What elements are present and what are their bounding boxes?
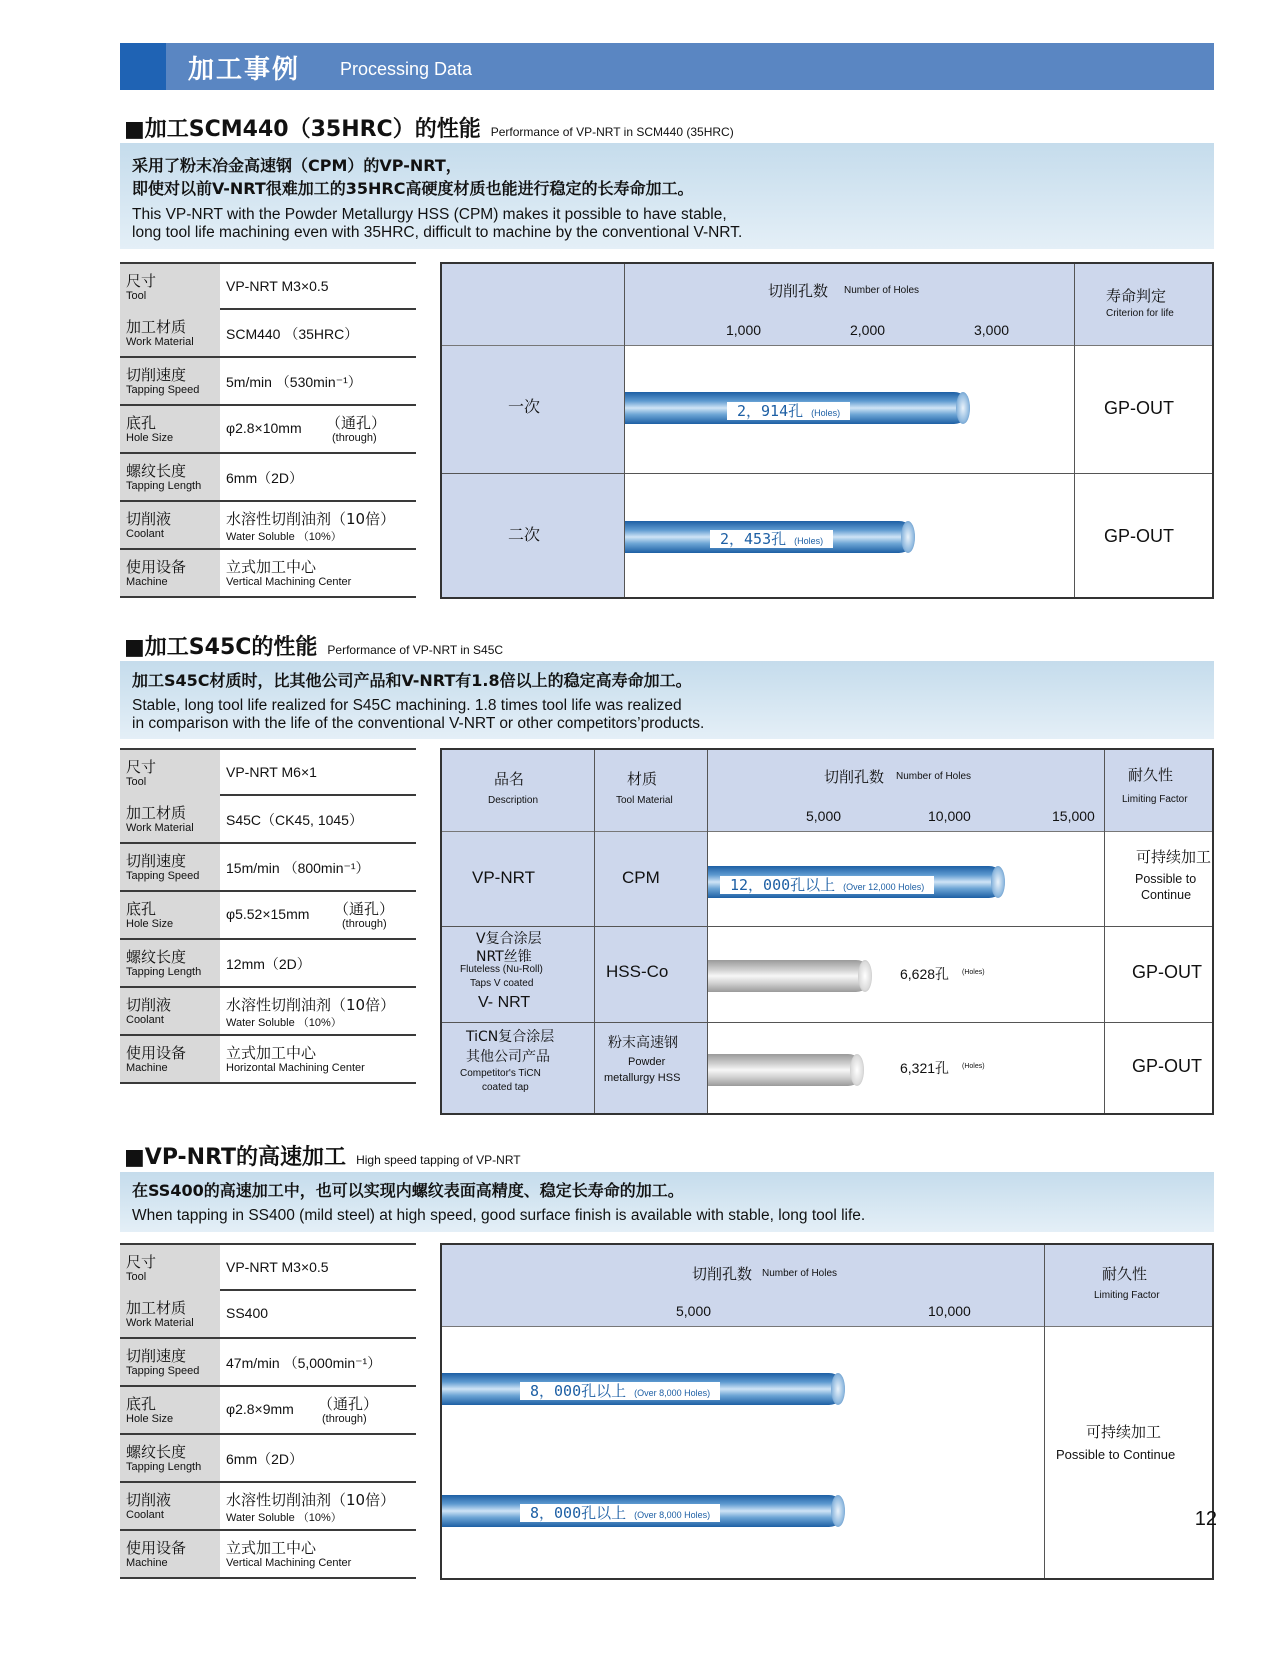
chart-lim-header-en: Limiting Factor (1094, 1290, 1160, 1301)
bar-unit: (Over 8,000 Holes) (634, 1388, 711, 1398)
chart-result-en: Possible to (1135, 872, 1197, 886)
spec-label-zh: 螺纹长度 (126, 462, 187, 480)
spec-value: 立式加工中心 (226, 558, 317, 576)
section2-desc-en-1: Stable, long tool life realized for S45C machining. 1.8 times tool life was realized (132, 697, 682, 714)
section1-chart (440, 262, 1214, 599)
spec-label-en: Hole Size (126, 432, 174, 444)
spec-value: 47m/min （5,000min⁻¹） (226, 1355, 382, 1371)
bar-value-label: 6,628孔 (900, 966, 950, 982)
bar-unit: (Over 8,000 Holes) (634, 1510, 711, 1520)
spec-label-zh: 使用设备 (126, 1044, 187, 1062)
chart-bar-label (720, 876, 934, 894)
spec-value: φ5.52×15mm (226, 906, 310, 922)
bar-unit: (Holes) (794, 536, 824, 546)
spec-value: 水溶性切削油剂（10倍） (226, 1491, 396, 1509)
spec-value: 立式加工中心 (226, 1539, 317, 1557)
chart-axis-title: 切削孔数 (768, 282, 829, 300)
tick-label: 3,000 (974, 322, 1010, 338)
section1-desc-zh-2: 即使对以前V-NRT很难加工的35HRC高硬度材质也能进行稳定的长寿命加工。 (132, 179, 694, 198)
spec-label (120, 750, 220, 796)
spec-label-en: Tapping Speed (126, 870, 200, 882)
spec-side: （通孔） (318, 1395, 379, 1413)
spec-row (120, 1036, 416, 1084)
chart-lim-header: 耐久性 (1102, 1265, 1148, 1283)
section3-chart (440, 1243, 1214, 1580)
spec-value: φ2.8×10mm (226, 420, 302, 436)
chart-header (442, 1245, 1212, 1327)
section1-desc-zh-1: 采用了粉末冶金高速钢（CPM）的VP-NRT， (132, 156, 462, 175)
spec-label (120, 1245, 220, 1291)
spec-label-zh: 切削速度 (126, 1347, 187, 1365)
spec-value-en: Water Soluble （10%） (226, 531, 342, 543)
bar-unit: (Holes) (962, 969, 985, 976)
header-title: 加工事例 (188, 55, 301, 85)
section2-spec-table (120, 748, 416, 1084)
chart-lim-header: 耐久性 (1128, 766, 1174, 784)
chart-row-name: NRT丝锥 (476, 949, 532, 965)
bar-value-label: 12，000孔以上 (730, 876, 836, 894)
spec-value: 12mm（2D） (226, 956, 311, 972)
chart-row-name: V- NRT (478, 994, 531, 1011)
spec-label-zh: 切削液 (126, 1491, 172, 1509)
spec-label-zh: 螺纹长度 (126, 1443, 187, 1461)
tick-label: 1,000 (726, 322, 762, 338)
spec-label-en: Tool (126, 1271, 147, 1283)
spec-label (120, 844, 220, 890)
chart-axis-title: 切削孔数 (824, 768, 885, 786)
spec-value-en: Vertical Machining Center (226, 576, 352, 588)
spec-value: 15m/min （800min⁻¹） (226, 860, 370, 876)
spec-row (120, 988, 416, 1036)
chart-mat-header: 材质 (627, 770, 658, 788)
chart-bar-label (710, 530, 833, 548)
spec-label-zh: 切削液 (126, 996, 172, 1014)
spec-label (120, 1291, 220, 1337)
spec-label-zh: 底孔 (126, 414, 157, 432)
chart-row-material: 粉末高速钢 (608, 1035, 678, 1051)
spec-label-en: Machine (126, 576, 168, 588)
spec-label-zh: 尺寸 (126, 272, 157, 290)
section3-desc-en-1: When tapping in SS400 (mild steel) at high speed, good surface finish is available with stable, long tool life. (132, 1207, 866, 1224)
tick-label: 10,000 (928, 808, 971, 824)
spec-row (120, 1243, 416, 1291)
spec-value: 立式加工中心 (226, 1044, 317, 1062)
bar-unit: (Holes) (962, 1063, 985, 1070)
spec-label (120, 1036, 220, 1082)
spec-label (120, 454, 220, 500)
section1-desc-en-2: long tool life machining even with 35HRC, difficult to machine by the conventional V-NRT. (132, 224, 743, 241)
spec-value: 水溶性切削油剂（10倍） (226, 996, 396, 1014)
spec-label (120, 1483, 220, 1529)
spec-value: S45C（CK45, 1045） (226, 812, 363, 828)
bar-value-label: 2，453孔 (720, 530, 787, 548)
section2-chart (440, 748, 1214, 1115)
chart-result: GP-OUT (1104, 526, 1174, 546)
chart-row-material-en: metallurgy HSS (604, 1072, 681, 1084)
spec-row (120, 940, 416, 988)
spec-value: 5m/min （530min⁻¹） (226, 374, 362, 390)
spec-row (120, 1483, 416, 1531)
spec-label (120, 940, 220, 986)
spec-value-en: Water Soluble （10%） (226, 1512, 342, 1524)
section3-spec-table (120, 1243, 416, 1579)
spec-side-en: (through) (342, 918, 387, 930)
bar-value-label: 8，000孔以上 (530, 1504, 627, 1522)
chart-result-zh: 可持续加工 (1086, 1423, 1162, 1441)
section3-title (124, 1140, 521, 1171)
spec-row (120, 454, 416, 502)
section2-desc-en-2: in comparison with the life of the conventional V-NRT or other competitors’products. (132, 715, 705, 732)
spec-label-zh: 尺寸 (126, 758, 157, 776)
spec-row (120, 358, 416, 406)
spec-label-en: Tapping Speed (126, 384, 200, 396)
chart-row-name-en: Competitor's TiCN (460, 1068, 541, 1079)
chart-row-labels (442, 346, 624, 597)
chart-result-en: Continue (1141, 888, 1192, 902)
section1-title-text: ■加工SCM440（35HRC）的性能 (124, 117, 481, 142)
spec-label-en: Work Material (126, 336, 194, 348)
section1-spec-table (120, 262, 416, 598)
chart-bar-label (727, 402, 850, 420)
spec-row (120, 1291, 416, 1339)
spec-value: 水溶性切削油剂（10倍） (226, 510, 396, 528)
section2-description (120, 661, 1214, 739)
spec-label-zh: 加工材质 (126, 318, 187, 336)
section3-description (120, 1172, 1214, 1232)
spec-label-en: Tapping Length (126, 480, 202, 492)
spec-row (120, 796, 416, 844)
spec-label (120, 1531, 220, 1577)
section3-subtitle: High speed tapping of VP-NRT (356, 1153, 521, 1167)
spec-label (120, 502, 220, 548)
section2-desc-zh-1: 加工S45C材质时，比其他公司产品和V-NRT有1.8倍以上的稳定高寿命加工。 (132, 671, 692, 690)
spec-label (120, 406, 220, 452)
section1-title (124, 112, 734, 143)
spec-label-zh: 加工材质 (126, 804, 187, 822)
chart-header (442, 264, 1212, 346)
spec-label-zh: 螺纹长度 (126, 948, 187, 966)
chart-row-name-en: Fluteless (Nu-Roll) (460, 964, 543, 975)
spec-label-zh: 底孔 (126, 900, 157, 918)
spec-value: 6mm（2D） (226, 470, 304, 486)
spec-label-en: Machine (126, 1557, 168, 1569)
bar-value-label: 6,321孔 (900, 1060, 950, 1076)
spec-row (120, 1435, 416, 1483)
spec-label (120, 264, 220, 310)
section2-title (124, 630, 503, 661)
spec-label-en: Tapping Length (126, 1461, 202, 1473)
page-header (120, 43, 1214, 90)
section2-title-text: ■加工S45C的性能 (124, 635, 318, 660)
chart-lim-header-en: Limiting Factor (1122, 794, 1188, 805)
page-number: 12 (1194, 1508, 1217, 1530)
chart-result: GP-OUT (1132, 962, 1202, 982)
tick-label: 15,000 (1052, 808, 1095, 824)
section1-desc-en-1: This VP-NRT with the Powder Metallurgy HSS (CPM) makes it possible to have stable, (132, 206, 727, 223)
spec-row (120, 262, 416, 310)
chart-mat-header-en: Tool Material (616, 795, 673, 806)
chart-desc-header-en: Description (488, 795, 539, 806)
spec-row (120, 310, 416, 358)
tick-label: 10,000 (928, 1303, 971, 1319)
section2-subtitle: Performance of VP-NRT in S45C (327, 643, 504, 657)
chart-bar-label (520, 1504, 720, 1522)
spec-label-en: Tool (126, 776, 147, 788)
section1-subtitle: Performance of VP-NRT in SCM440 (35HRC) (490, 125, 734, 139)
header-accent (120, 43, 166, 90)
spec-label-zh: 底孔 (126, 1395, 157, 1413)
spec-label-en: Coolant (126, 1509, 164, 1521)
chart-desc-header: 品名 (494, 770, 525, 788)
spec-label-en: Hole Size (126, 918, 174, 930)
spec-value: 6mm（2D） (226, 1451, 304, 1467)
chart-result: GP-OUT (1104, 398, 1174, 418)
spec-label (120, 1435, 220, 1481)
spec-value: VP-NRT M3×0.5 (226, 1259, 329, 1275)
spec-label-zh: 切削速度 (126, 852, 187, 870)
chart-bar-label (520, 1382, 720, 1400)
spec-label (120, 796, 220, 842)
spec-label-en: Tapping Speed (126, 1365, 200, 1377)
spec-value-en: Horizontal Machining Center (226, 1062, 365, 1074)
chart-row-name: TiCN复合涂层 (466, 1029, 555, 1045)
chart-row-name: 其他公司产品 (466, 1049, 550, 1065)
spec-label-en: Hole Size (126, 1413, 174, 1425)
chart-axis-title-en: Number of Holes (896, 771, 972, 782)
spec-label-zh: 切削速度 (126, 366, 187, 384)
spec-label-zh: 尺寸 (126, 1253, 157, 1271)
spec-label-en: Tapping Length (126, 966, 202, 978)
spec-value: SCM440 （35HRC） (226, 326, 359, 342)
tick-label: 5,000 (806, 808, 842, 824)
spec-value-en: Water Soluble （10%） (226, 1017, 342, 1029)
section1-description (120, 143, 1214, 249)
spec-row (120, 1531, 416, 1579)
spec-label-zh: 使用设备 (126, 558, 187, 576)
section3-title-text: ■VP-NRT的高速加工 (124, 1145, 347, 1170)
chart-life-header-en: Criterion for life (1106, 308, 1174, 319)
bar-value-label: 2，914孔 (737, 402, 804, 420)
spec-row (120, 550, 416, 598)
bar-unit: (Holes) (811, 408, 841, 418)
bar-unit: (Over 12,000 Holes) (843, 882, 925, 892)
spec-row (120, 1387, 416, 1435)
tick-label: 2,000 (850, 322, 886, 338)
chart-row-name: 一次 (508, 397, 541, 416)
chart-result: GP-OUT (1132, 1056, 1202, 1076)
spec-row (120, 892, 416, 940)
chart-row-name-en: Taps V coated (470, 978, 534, 989)
chart-life-header: 寿命判定 (1106, 287, 1167, 305)
bar-value-label: 8，000孔以上 (530, 1382, 627, 1400)
chart-bar (708, 1054, 864, 1086)
spec-value: VP-NRT M3×0.5 (226, 278, 329, 294)
spec-label (120, 1387, 220, 1433)
spec-side-en: (through) (322, 1413, 367, 1425)
chart-row-name: 二次 (508, 525, 541, 544)
spec-label-zh: 切削液 (126, 510, 172, 528)
spec-label-en: Work Material (126, 1317, 194, 1329)
spec-label-en: Machine (126, 1062, 168, 1074)
spec-label-zh: 使用设备 (126, 1539, 187, 1557)
chart-row-name: V复合涂层 (476, 931, 542, 947)
section3-desc-zh-1: 在SS400的高速加工中，也可以实现内螺纹表面高精度、稳定长寿命的加工。 (132, 1181, 684, 1200)
chart-row-material: HSS-Co (606, 962, 669, 981)
spec-side: （通孔） (334, 900, 395, 918)
spec-label-en: Coolant (126, 1014, 164, 1026)
spec-value: SS400 (226, 1305, 269, 1321)
tick-label: 5,000 (676, 1303, 712, 1319)
spec-row (120, 844, 416, 892)
spec-value: φ2.8×9mm (226, 1401, 294, 1417)
spec-label (120, 358, 220, 404)
spec-label (120, 310, 220, 356)
spec-row (120, 748, 416, 796)
spec-value-en: Vertical Machining Center (226, 1557, 352, 1569)
spec-row (120, 406, 416, 454)
chart-axis-title-en: Number of Holes (762, 1268, 838, 1279)
chart-axis-title: 切削孔数 (692, 1265, 753, 1283)
spec-row (120, 1339, 416, 1387)
spec-row (120, 502, 416, 550)
spec-side: （通孔） (326, 414, 387, 432)
spec-label-zh: 加工材质 (126, 1299, 187, 1317)
spec-label (120, 892, 220, 938)
spec-side-en: (through) (332, 432, 377, 444)
chart-row-name-en: coated tap (482, 1082, 529, 1093)
spec-value: VP-NRT M6×1 (226, 764, 317, 780)
spec-label-en: Work Material (126, 822, 194, 834)
chart-row-material: CPM (622, 868, 660, 887)
spec-label (120, 988, 220, 1034)
header-subtitle: Processing Data (340, 59, 473, 79)
spec-label (120, 550, 220, 596)
chart-row-name: VP-NRT (472, 868, 535, 887)
spec-label (120, 1339, 220, 1385)
chart-bar (708, 960, 872, 992)
spec-label-en: Coolant (126, 528, 164, 540)
chart-axis-title-en: Number of Holes (844, 285, 920, 296)
spec-label-en: Tool (126, 290, 147, 302)
chart-row-material-en: Powder (628, 1056, 666, 1068)
chart-result-zh: 可持续加工 (1136, 848, 1212, 866)
chart-result-en: Possible to Continue (1056, 1447, 1176, 1462)
